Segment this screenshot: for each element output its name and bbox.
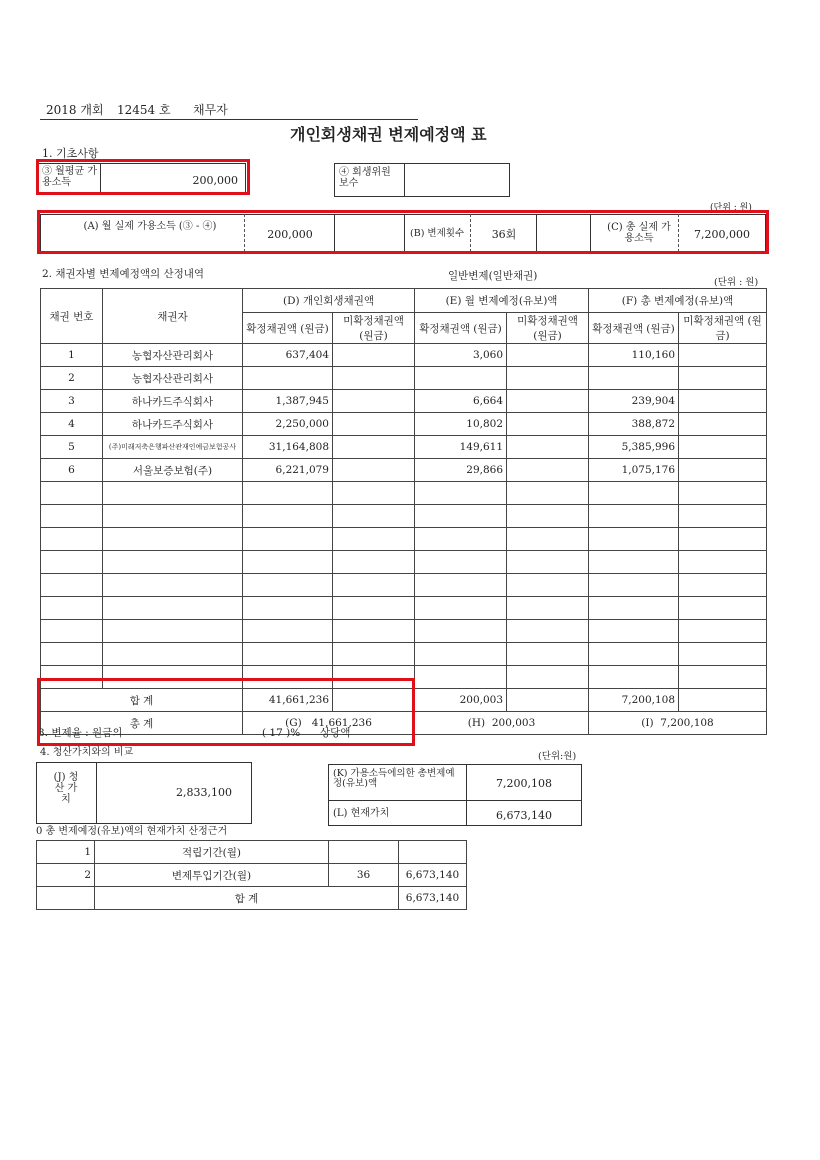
total-highlight (37, 678, 415, 746)
sub-d-unconfirmed: 미확정채권액 (원금) (333, 313, 415, 344)
table-row-empty (41, 505, 767, 528)
header-underline (40, 119, 418, 120)
abc-highlight (37, 210, 769, 254)
page-title: 개인회생채권 변제예정액 표 (290, 125, 487, 144)
sum-row: 합 계 41,661,236 200,003 7,200,108 (41, 689, 767, 712)
table-row-empty (41, 482, 767, 505)
col-d-header: (D) 개인회생채권액 (243, 289, 415, 313)
a-label: (A) 월 실제 가용소득 (③ - ④) (83, 221, 217, 232)
repayment-rate-value: ( 17 )% (262, 727, 301, 739)
table-row-empty (41, 574, 767, 597)
header-case-no: 12454 호 (117, 103, 171, 117)
sub-e-unconfirmed: 미확정채권액 (원금) (507, 313, 589, 344)
monthly-income-label: ③ 월평균 가용소득 (42, 166, 97, 188)
section2-heading: 2. 채권자별 변제예정액의 산정내역 (42, 268, 205, 280)
section4-unit: (단위:원) (538, 751, 577, 762)
a-value: 200,000 (267, 228, 313, 241)
l-value: 6,673,140 (496, 809, 552, 822)
c-value: 7,200,000 (694, 228, 750, 241)
trustee-fee-label: ④ 회생위원 보수 (339, 167, 391, 189)
table-row: 2 변제투입기간(월) 36 6,673,140 (37, 864, 467, 887)
b-label: (B) 변제횟수 (410, 228, 465, 239)
c-label: (C) 총 실제 가용소득 (607, 222, 671, 244)
j-value: 2,833,100 (176, 786, 232, 799)
section2-subtype: 일반변제(일반채권) (448, 270, 538, 282)
header-debtor: 채무자 (193, 103, 228, 117)
table-row-empty (41, 620, 767, 643)
present-value-table (36, 840, 467, 910)
col-f-header: (F) 총 변제예정(유보)액 (589, 289, 767, 313)
table-row: 1 농협자산관리회사 637,404 3,060 110,160 (41, 344, 767, 367)
sub-f-confirmed: 확정채권액 (원금) (589, 313, 679, 344)
monthly-income-highlight (36, 159, 250, 195)
section5-heading: 0 총 변제예정(유보)액의 현재가치 산정근거 (36, 826, 228, 837)
table-row: 2 농협자산관리회사 (41, 367, 767, 390)
b-value: 36회 (491, 228, 517, 241)
table-row-empty (41, 597, 767, 620)
k-label: (K) 가용소득에의한 총변제예정(유보)액 (333, 768, 455, 790)
col-no-header: 채권 번호 (41, 289, 103, 344)
monthly-income-value: 200,000 (192, 174, 238, 187)
sub-e-confirmed: 확정채권액 (원금) (415, 313, 507, 344)
table-row: 4 하나카드주식회사 2,250,000 10,802 388,872 (41, 413, 767, 436)
j-label: (J) 청산 가치 (53, 772, 79, 805)
table-row: 3 하나카드주식회사 1,387,945 6,664 239,904 (41, 390, 767, 413)
table-row-empty (41, 551, 767, 574)
repayment-rate-suffix: 상당액 (320, 727, 351, 739)
col-creditor-header: 채권자 (103, 289, 243, 344)
col-e-header: (E) 월 변제예정(유보)액 (415, 289, 589, 313)
k-value: 7,200,108 (496, 777, 552, 790)
table-row-empty (41, 643, 767, 666)
section1-heading: 1. 기초사항 (42, 147, 99, 160)
table-row-empty (41, 528, 767, 551)
sub-d-confirmed: 확정채권액 (원금) (243, 313, 333, 344)
creditor-table (40, 288, 767, 735)
sub-f-unconfirmed: 미확정채권액 (원금) (679, 313, 767, 344)
section2-unit: (단위 : 원) (714, 277, 759, 288)
repayment-rate-label: 3. 변제율 : 원금의 (38, 727, 123, 739)
sum-row: 합 계 6,673,140 (37, 887, 467, 910)
table-row: 1 적립기간(월) (37, 841, 467, 864)
total-row: 총 계 (G) 41,661,236 (H) 200,003 (I) 7,200,108 (41, 712, 767, 735)
table-row: 5 (주)미래저축은행파산관재인예금보험공사 31,164,808 149,611 5,385,996 (41, 436, 767, 459)
l-label: (L) 현재가치 (333, 808, 390, 819)
header-year: 2018 개회 (46, 103, 104, 117)
table-row: 6 서울보증보험(주) 6,221,079 29,866 1,075,176 (41, 459, 767, 482)
section1-unit: (단위 : 원) (710, 203, 752, 213)
section4-heading: 4. 청산가치와의 비교 (40, 747, 134, 758)
